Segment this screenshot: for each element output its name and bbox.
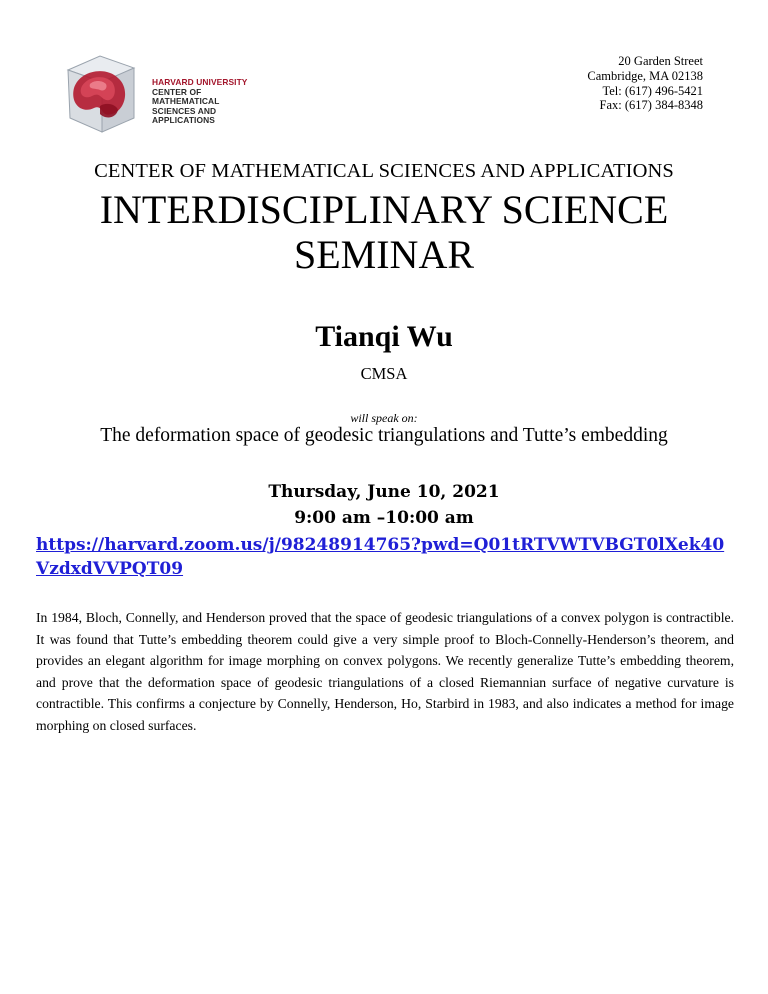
address-block (587, 54, 703, 113)
zoom-link[interactable]: https://harvard.zoom.us/j/98248914765?pwd=Q01tRTVWTVBGT0lXek40VzdxdVVPQT09 (36, 535, 725, 579)
abstract-text: In 1984, Bloch, Connelly, and Henderson proved that the space of geodesic triangulations of a convex polygon is contractible. It was found that Tutte’s embedding theorem could give a very simple proof to Bloch-Connelly-Henderson’s theorem, and provides an elegant algorithm for image morphing on convex polygons. We recently generalize Tutte’s embedding theorem, and prove that the deformation space of geodesic triangulations of a closed Riemannian surface of negative curvature is contractible. This confirms a conjecture by Connelly, Henderson, Ho, Starbird in 1983, and also indicates a method for image morphing on closed surfaces. (36, 610, 734, 733)
logo-text (152, 78, 270, 126)
seminar-title (0, 187, 768, 277)
logo-line-1: HARVARD UNIVERSITY (152, 77, 248, 87)
logo-line-2: CENTER OF MATHEMATICAL (152, 86, 220, 106)
speaker-name: Tianqi Wu (315, 320, 453, 353)
address-tel: Tel: (617) 496-5421 (602, 83, 703, 98)
seminar-title-line-2: SEMINAR (293, 232, 475, 277)
address-fax: Fax: (617) 384-8348 (599, 98, 703, 113)
address-street: 20 Garden Street (618, 54, 703, 68)
speaker-affiliation: CMSA (360, 364, 408, 383)
logo-line-3: SCIENCES AND APPLICATIONS (152, 105, 217, 125)
seminar-title-line-1: INTERDISCIPLINARY SCIENCE (99, 187, 669, 232)
address-city: Cambridge, MA 02138 (587, 68, 703, 83)
cmsa-logo (60, 48, 270, 140)
event-time: 9:00 am –10:00 am (294, 508, 474, 528)
cube-logo-icon (60, 48, 150, 140)
will-speak-label: will speak on: (350, 411, 418, 425)
event-date: Thursday, June 10, 2021 (268, 482, 500, 502)
talk-title: The deformation space of geodesic triangulations and Tutte’s embedding (100, 425, 668, 446)
center-title: CENTER OF MATHEMATICAL SCIENCES AND APPLICATIONS (94, 160, 674, 182)
